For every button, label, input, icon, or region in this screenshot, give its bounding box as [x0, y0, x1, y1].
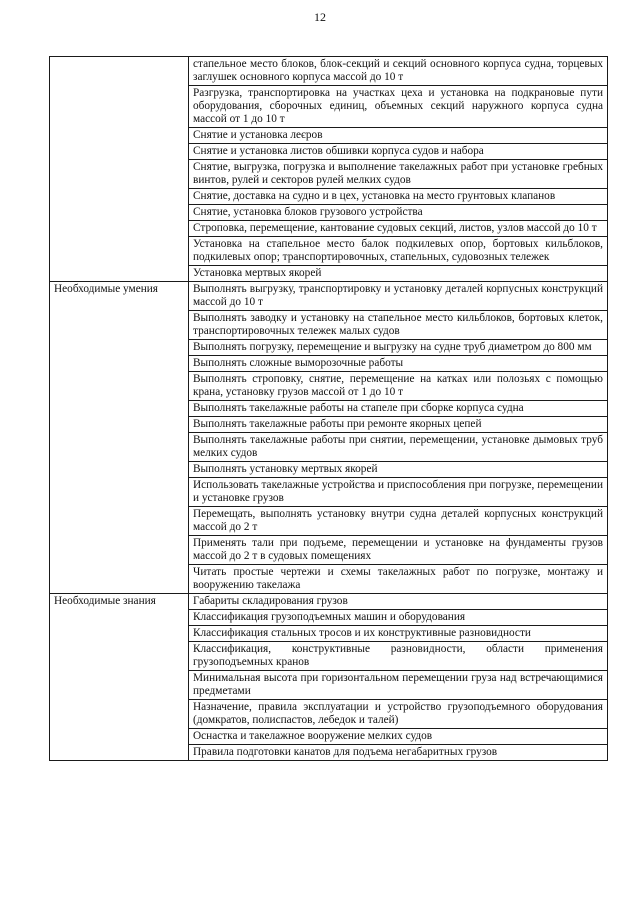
table-cell-item: Оснастка и такелажное вооружение мелких судов: [189, 729, 608, 745]
table-cell-item: Строповка, перемещение, кантование судовых секций, листов, узлов массой до 10 т: [189, 221, 608, 237]
table-cell-item: Снятие, выгрузка, погрузка и выполнение такелажных работ при установке гребных винтов, рулей и секторов рулей мелких судов: [189, 160, 608, 189]
section-heading: Необходимые умения: [50, 282, 189, 594]
table-cell-item: Назначение, правила эксплуатации и устройство грузоподъемного оборудования (домкратов, полиспастов, лебедок и талей): [189, 700, 608, 729]
qualification-table: [49, 56, 608, 761]
table-cell-item: Снятие и установка леєров: [189, 128, 608, 144]
table-cell-item: Использовать такелажные устройства и приспособления при погрузке, перемещении и установке грузов: [189, 478, 608, 507]
table-cell-item: Выполнять сложные выморозочные работы: [189, 356, 608, 372]
table-cell-item: Снятие, установка блоков грузового устройства: [189, 205, 608, 221]
table-cell-item: Снятие, доставка на судно и в цех, установка на место грунтовых клапанов: [189, 189, 608, 205]
table-cell-item: Установка на стапельное место балок подкилевых опор, бортовых кильблоков, подкилевых опор; транспортировочных, стапельных, судовозных тележек: [189, 237, 608, 266]
table-cell-item: Минимальная высота при горизонтальном перемещении груза над встречающимися предметами: [189, 671, 608, 700]
table-cell-item: Выполнять выгрузку, транспортировку и установку деталей корпусных конструкций массой до 10 т: [189, 282, 608, 311]
table-row: [50, 57, 608, 86]
table-cell-item: Снятие и установка листов обшивки корпуса судов и набора: [189, 144, 608, 160]
table-cell-item: Выполнять такелажные работы при снятии, перемещении, установке дымовых труб мелких судов: [189, 433, 608, 462]
table-row: [50, 594, 608, 610]
section-heading: Необходимые знания: [50, 594, 189, 761]
table-cell-item: Классификация, конструктивные разновидности, области применения грузоподъемных кранов: [189, 642, 608, 671]
section-heading-blank: [50, 57, 189, 282]
table-cell-item: Классификация грузоподъемных машин и оборудования: [189, 610, 608, 626]
table-row: [50, 282, 608, 311]
table-cell-item: Правила подготовки канатов для подъема негабаритных грузов: [189, 745, 608, 761]
table-cell-item: Разгрузка, транспортировка на участках цеха и установка на подкрановые пути оборудования, сборочных единиц, объемных секций наружного корпуса судна массой от 1 до 10 т: [189, 86, 608, 128]
table-cell-item: Выполнять такелажные работы при ремонте якорных цепей: [189, 417, 608, 433]
table-cell-item: Классификация стальных тросов и их конструктивные разновидности: [189, 626, 608, 642]
table-cell-item: Выполнять погрузку, перемещение и выгрузку на судне труб диаметром до 800 мм: [189, 340, 608, 356]
table-cell-item: Габариты складирования грузов: [189, 594, 608, 610]
table-cell-item: Выполнять такелажные работы на стапеле при сборке корпуса судна: [189, 401, 608, 417]
table-cell-item: Выполнять строповку, снятие, перемещение на катках или полозьях с помощью крана, установку грузов массой от 1 до 10 т: [189, 372, 608, 401]
table-cell-item: стапельное место блоков, блок-секций и секций основного корпуса судна, торцевых заглушек основного корпуса массой до 10 т: [189, 57, 608, 86]
table-cell-item: Установка мертвых якорей: [189, 266, 608, 282]
page-number: 12: [314, 10, 326, 24]
table-cell-item: Перемещать, выполнять установку внутри судна деталей корпусных конструкций массой до 2 т: [189, 507, 608, 536]
table-cell-item: Читать простые чертежи и схемы такелажных работ по погрузке, монтажу и вооружению такелажа: [189, 565, 608, 594]
table-cell-item: Выполнять установку мертвых якорей: [189, 462, 608, 478]
table-cell-item: Выполнять заводку и установку на стапельное место кильблоков, бортовых клеток, транспортировочных тележек малых судов: [189, 311, 608, 340]
table-cell-item: Применять тали при подъеме, перемещении и установке на фундаменты грузов массой до 2 т в судовых помещениях: [189, 536, 608, 565]
qualification-table-body: [50, 57, 608, 761]
